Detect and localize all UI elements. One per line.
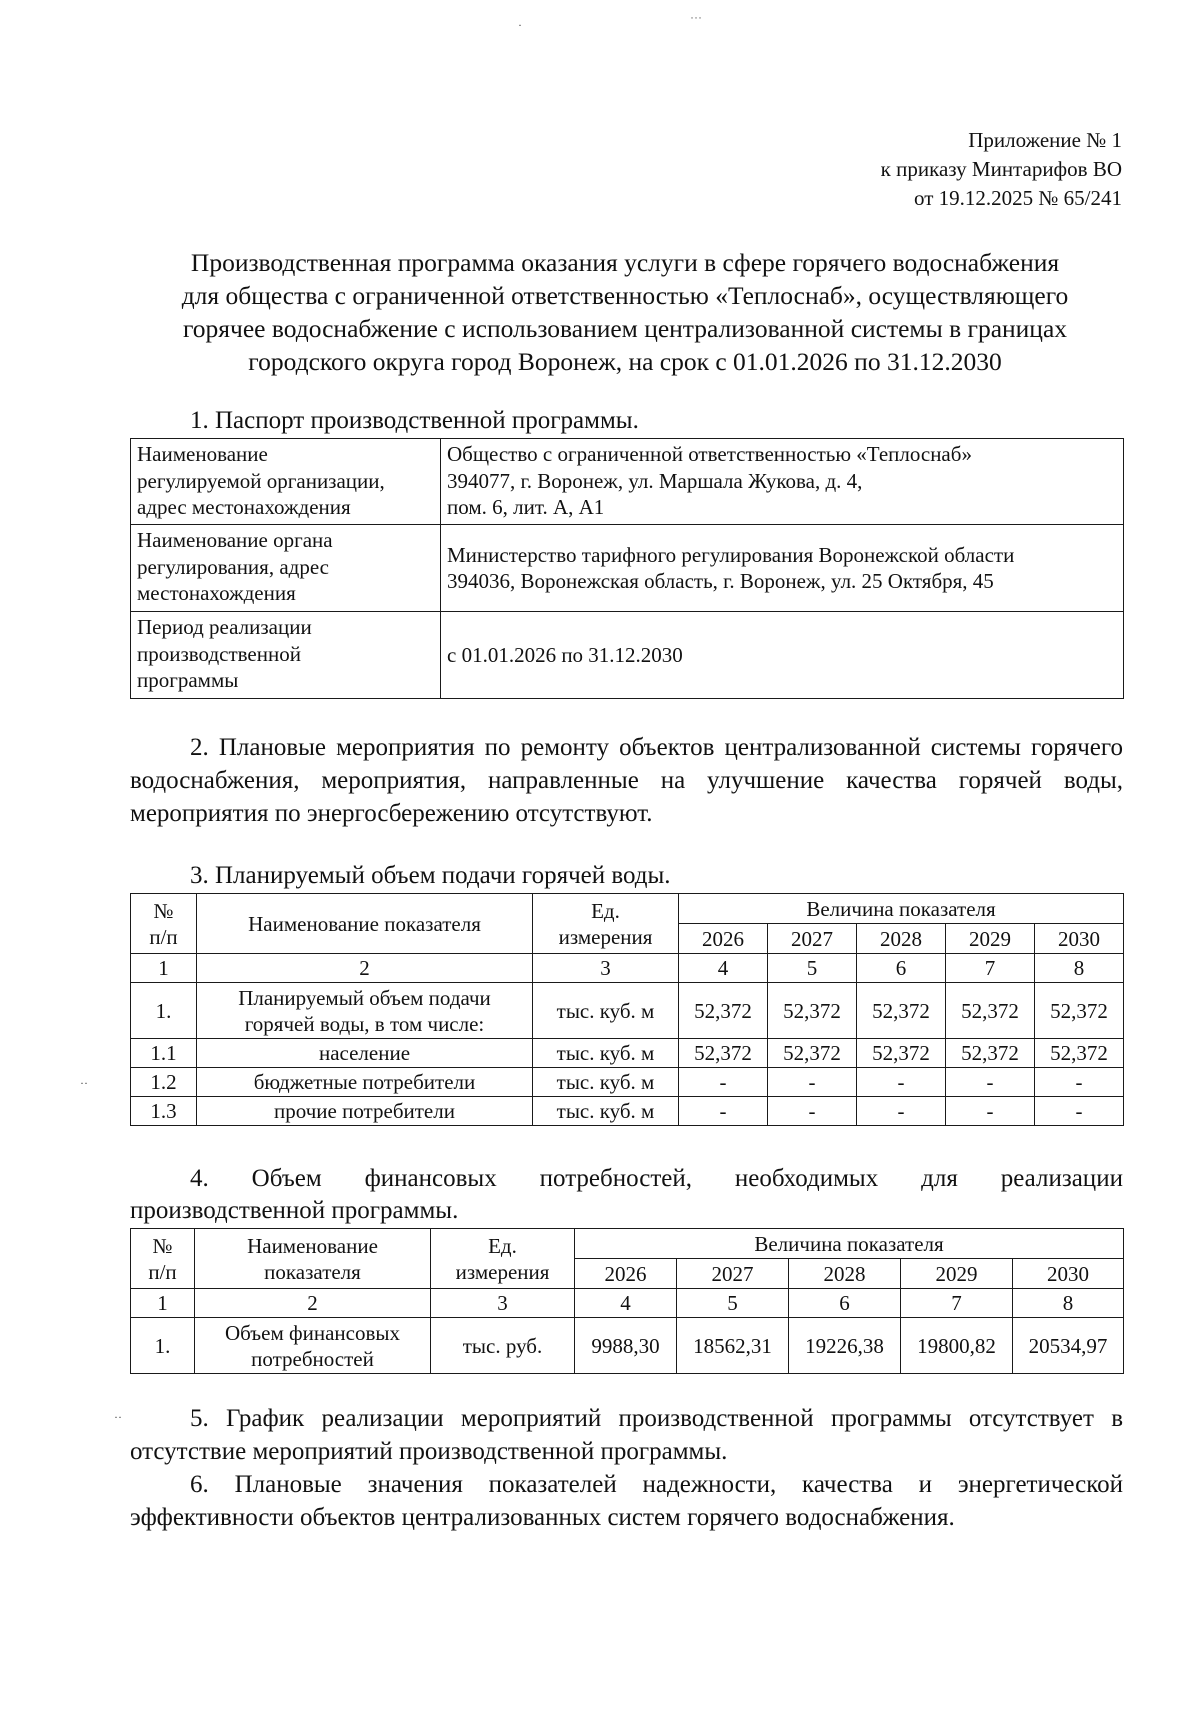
column-number-row <box>131 1289 1124 1318</box>
section3-heading: 3. Планируемый объем подачи горячей воды. <box>190 862 671 889</box>
table-row <box>131 1097 1124 1126</box>
row-unit: тыс. куб. м <box>533 1039 679 1068</box>
row-value: 18562,31 <box>677 1318 789 1374</box>
header-num: № п/п <box>131 894 197 954</box>
section4-heading-word: Объем <box>251 1165 322 1192</box>
column-number: 7 <box>946 954 1035 983</box>
row-value: 52,372 <box>857 1039 946 1068</box>
passport-value: с 01.01.2026 по 31.12.2030 <box>441 612 1124 699</box>
section4-heading-word: 4. <box>190 1165 209 1192</box>
row-value: 52,372 <box>768 1039 857 1068</box>
passport-label: Наименование органа регулирования, адрес местонахождения <box>131 525 441 612</box>
row-name: население <box>197 1039 533 1068</box>
scan-speck: ·· <box>114 1410 122 1424</box>
table-header-row <box>131 894 1124 924</box>
column-number: 8 <box>1035 954 1124 983</box>
row-value: - <box>768 1068 857 1097</box>
passport-table <box>130 438 1124 699</box>
header-year: 2029 <box>901 1259 1013 1289</box>
header-year: 2026 <box>679 924 768 954</box>
scan-speck: · <box>518 18 522 32</box>
section4-heading-word: реализации <box>1000 1165 1123 1192</box>
section4-heading-line2: производственной программы. <box>130 1197 459 1224</box>
header-value-group: Величина показателя <box>679 894 1124 924</box>
header-year: 2028 <box>857 924 946 954</box>
table-row <box>131 1068 1124 1097</box>
section4-heading-word: для <box>921 1165 958 1192</box>
column-number: 6 <box>789 1289 901 1318</box>
row-value: - <box>857 1097 946 1126</box>
header-name: Наименование показателя <box>195 1229 431 1289</box>
column-number: 5 <box>768 954 857 983</box>
row-value: - <box>1035 1097 1124 1126</box>
row-value: - <box>946 1097 1035 1126</box>
header-year: 2027 <box>768 924 857 954</box>
row-value: - <box>1035 1068 1124 1097</box>
table-row <box>131 439 1124 525</box>
row-num: 1. <box>131 1318 195 1374</box>
table-header-row <box>131 1229 1124 1259</box>
row-name: Объем финансовых потребностей <box>195 1318 431 1374</box>
passport-label: Период реализации производственной программы <box>131 612 441 699</box>
appendix-line: Приложение № 1 <box>968 128 1122 152</box>
row-num: 1.2 <box>131 1068 197 1097</box>
appendix-line: к приказу Минтарифов ВО <box>880 157 1122 181</box>
section4-heading <box>190 1164 1123 1194</box>
row-value: 52,372 <box>946 1039 1035 1068</box>
table-row <box>131 1039 1124 1068</box>
row-value: 19800,82 <box>901 1318 1013 1374</box>
header-year: 2028 <box>789 1259 901 1289</box>
passport-label: Наименование регулируемой организации, адрес местонахождения <box>131 439 441 525</box>
appendix-line: от 19.12.2025 № 65/241 <box>913 186 1122 210</box>
header-year: 2030 <box>1035 924 1124 954</box>
row-value: 52,372 <box>679 983 768 1039</box>
column-number: 1 <box>131 954 197 983</box>
section1-heading: 1. Паспорт производственной программы. <box>190 407 639 434</box>
row-unit: тыс. куб. м <box>533 1068 679 1097</box>
row-value: 52,372 <box>857 983 946 1039</box>
row-name: бюджетные потребители <box>197 1068 533 1097</box>
column-number: 8 <box>1013 1289 1124 1318</box>
row-value: 52,372 <box>1035 1039 1124 1068</box>
appendix-reference <box>881 126 1122 213</box>
row-value: - <box>946 1068 1035 1097</box>
document-title <box>128 246 1122 378</box>
header-unit: Ед. измерения <box>533 894 679 954</box>
section4-heading-word: необходимых <box>734 1165 879 1192</box>
header-name: Наименование показателя <box>197 894 533 954</box>
column-number: 7 <box>901 1289 1013 1318</box>
column-number: 2 <box>195 1289 431 1318</box>
section2-text: 2. Плановые мероприятия по ремонту объектов централизованной системы горячего водоснабжения, мероприятия, направленные на улучшение качества горячей воды, мероприятия по энергосбережению отсутствуют. <box>130 734 1123 827</box>
header-value-group: Величина показателя <box>575 1229 1124 1259</box>
finance-table <box>130 1228 1124 1374</box>
header-year: 2030 <box>1013 1259 1124 1289</box>
scan-speck: ·· <box>80 1076 88 1090</box>
title-line: Производственная программа оказания услуги в сфере горячего водоснабжения <box>190 248 1060 277</box>
column-number: 1 <box>131 1289 195 1318</box>
row-value: - <box>679 1068 768 1097</box>
passport-value: Министерство тарифного регулирования Воронежской области 394036, Воронежская область, г. Воронеж, ул. 25 Октября, 45 <box>441 525 1124 612</box>
row-num: 1.1 <box>131 1039 197 1068</box>
row-value: 9988,30 <box>575 1318 677 1374</box>
column-number: 3 <box>533 954 679 983</box>
table-row <box>131 983 1124 1039</box>
table-row <box>131 1318 1124 1374</box>
passport-value: Общество с ограниченной ответственностью «Теплоснаб» 394077, г. Воронеж, ул. Маршала Жукова, д. 4, пом. 6, лит. А, А1 <box>441 439 1124 525</box>
row-value: - <box>857 1068 946 1097</box>
section4-heading-word: финансовых <box>364 1165 497 1192</box>
row-value: 52,372 <box>1035 983 1124 1039</box>
column-number: 6 <box>857 954 946 983</box>
row-unit: тыс. куб. м <box>533 983 679 1039</box>
row-unit: тыс. руб. <box>431 1318 575 1374</box>
row-name: Планируемый объем подачи горячей воды, в том числе: <box>197 983 533 1039</box>
column-number: 4 <box>679 954 768 983</box>
row-value: 52,372 <box>679 1039 768 1068</box>
title-line: для общества с ограниченной ответственностью «Теплоснаб», осуществляющего <box>181 281 1069 310</box>
column-number-row <box>131 954 1124 983</box>
column-number: 2 <box>197 954 533 983</box>
row-value: 19226,38 <box>789 1318 901 1374</box>
water-volume-table <box>130 893 1124 1126</box>
row-unit: тыс. куб. м <box>533 1097 679 1126</box>
row-value: 52,372 <box>946 983 1035 1039</box>
header-year: 2027 <box>677 1259 789 1289</box>
header-num: № п/п <box>131 1229 195 1289</box>
scan-speck: ˙˙˙ <box>690 14 702 28</box>
table-row <box>131 612 1124 699</box>
row-num: 1.3 <box>131 1097 197 1126</box>
section6-text: 6. Плановые значения показателей надежности, качества и энергетической эффективности объектов централизованных систем горячего водоснабжения. <box>130 1471 1123 1531</box>
section5-text: 5. График реализации мероприятий производственной программы отсутствует в отсутствие мероприятий производственной программы. <box>130 1405 1123 1465</box>
row-value: 52,372 <box>768 983 857 1039</box>
header-year: 2029 <box>946 924 1035 954</box>
row-value: - <box>768 1097 857 1126</box>
title-line: городского округа город Воронеж, на срок с 01.01.2026 по 31.12.2030 <box>248 347 1002 376</box>
row-num: 1. <box>131 983 197 1039</box>
row-value: - <box>679 1097 768 1126</box>
row-name: прочие потребители <box>197 1097 533 1126</box>
column-number: 4 <box>575 1289 677 1318</box>
section4-heading-word: потребностей, <box>539 1165 692 1192</box>
title-line: горячее водоснабжение с использованием централизованной системы в границах <box>182 314 1068 343</box>
header-unit: Ед. измерения <box>431 1229 575 1289</box>
row-value: 20534,97 <box>1013 1318 1124 1374</box>
column-number: 3 <box>431 1289 575 1318</box>
column-number: 5 <box>677 1289 789 1318</box>
table-row <box>131 525 1124 612</box>
header-year: 2026 <box>575 1259 677 1289</box>
